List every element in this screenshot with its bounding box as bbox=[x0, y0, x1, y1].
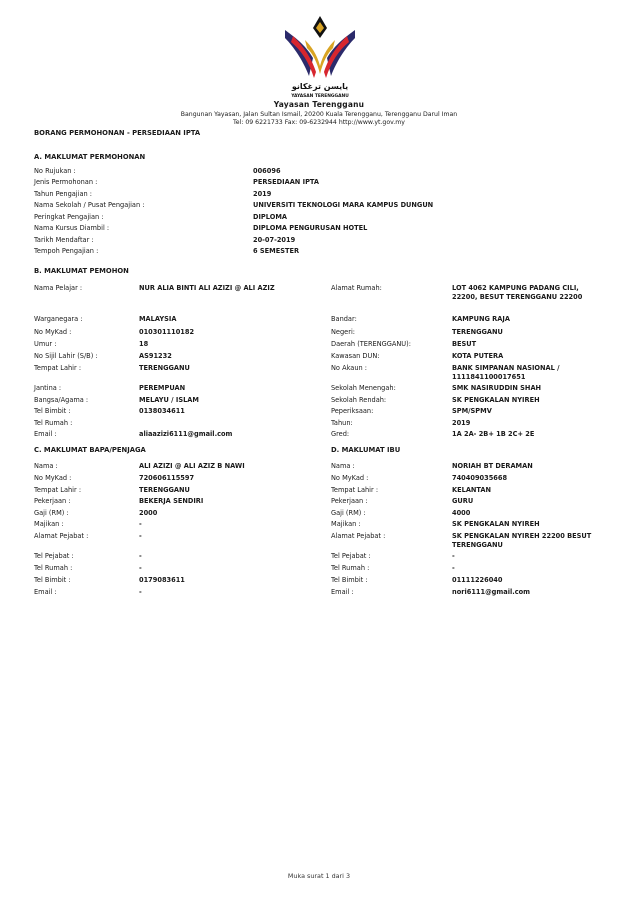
field-value: NUR ALIA BINTI ALI AZIZI @ ALI AZIZ bbox=[139, 284, 275, 292]
field-label: Umur : bbox=[34, 340, 57, 348]
field-label: Email : bbox=[34, 588, 57, 596]
field-label: Tempoh Pengajian : bbox=[34, 247, 99, 255]
field-value: 0179083611 bbox=[139, 576, 185, 584]
field-value: 6 SEMESTER bbox=[253, 247, 300, 255]
field-value: TERENGGANU bbox=[139, 486, 190, 494]
field-label: No MyKad : bbox=[331, 474, 369, 482]
field-value: TERENGGANU bbox=[139, 364, 190, 372]
field-value: AS91232 bbox=[139, 352, 172, 360]
field-value: 18 bbox=[139, 340, 149, 348]
field-label: Majikan : bbox=[331, 520, 361, 528]
field-label: Nama Kursus Diambil : bbox=[34, 224, 110, 232]
field-label: Jenis Permohonan : bbox=[34, 178, 98, 186]
field-label: No MyKad : bbox=[34, 474, 72, 482]
field-label: Kawasan DUN: bbox=[331, 352, 380, 360]
field-label: Tel Rumah : bbox=[34, 564, 73, 572]
field-value: 01111226040 bbox=[452, 576, 503, 584]
field-label: Daerah (TERENGGANU): bbox=[331, 340, 411, 348]
field-label: Peperiksaan: bbox=[331, 407, 374, 415]
field-label: Majikan : bbox=[34, 520, 64, 528]
field-label: Sekolah Rendah: bbox=[331, 396, 387, 404]
field-value: SK PENGKALAN NYIREH bbox=[452, 396, 540, 404]
field-value: - bbox=[139, 532, 142, 540]
page-number: Muka surat 1 dari 3 bbox=[287, 872, 351, 880]
field-value: ALI AZIZI @ ALI AZIZ B NAWI bbox=[139, 462, 245, 470]
field-label: Jantina : bbox=[34, 384, 62, 392]
section-d-title: D. MAKLUMAT IBU bbox=[331, 446, 401, 454]
field-label: Alamat Pejabat : bbox=[331, 532, 386, 540]
field-label: Tempat Lahir : bbox=[34, 486, 82, 494]
field-value: DIPLOMA PENGURUSAN HOTEL bbox=[253, 224, 368, 232]
field-value: 4000 bbox=[452, 509, 471, 517]
field-label: Alamat Pejabat : bbox=[34, 532, 89, 540]
field-label: Peringkat Pengajian : bbox=[34, 212, 104, 221]
field-label: Tahun Pengajian : bbox=[34, 189, 93, 198]
field-value: - bbox=[139, 552, 142, 560]
field-value: SK PENGKALAN NYIREH 22200 BESUT TERENGGANU bbox=[452, 532, 592, 549]
field-value: 1A 2A- 2B+ 1B 2C+ 2E bbox=[452, 430, 535, 438]
field-label: Warganegara : bbox=[34, 315, 83, 323]
field-label: Tahun: bbox=[331, 419, 353, 427]
field-label: Email : bbox=[331, 588, 354, 596]
field-value: KAMPUNG RAJA bbox=[452, 315, 510, 323]
field-value: 720606115597 bbox=[139, 474, 195, 482]
field-label: Pekerjaan : bbox=[34, 497, 71, 505]
field-value: NORIAH BT DERAMAN bbox=[452, 462, 533, 470]
field-value: KOTA PUTERA bbox=[452, 352, 504, 360]
field-label: Tel Bimbit : bbox=[331, 576, 368, 584]
organization-address: Bangunan Yayasan, Jalan Sultan Ismail, 20200 Kuala Terengganu, Terengganu Darul Iman bbox=[180, 111, 458, 118]
field-value: 2000 bbox=[139, 509, 158, 517]
field-value: - bbox=[452, 564, 455, 572]
field-label: Tel Rumah : bbox=[34, 419, 73, 427]
field-label: Gred: bbox=[331, 430, 350, 438]
field-value: BANK SIMPANAN NASIONAL / 1111841100017651 bbox=[452, 364, 560, 381]
field-label: Tel Bimbit : bbox=[34, 576, 71, 584]
form-title: BORANG PERMOHONAN - PERSEDIAAN IPTA bbox=[34, 129, 201, 137]
field-value: KELANTAN bbox=[452, 486, 492, 494]
section-a-title: A. MAKLUMAT PERMOHONAN bbox=[34, 153, 146, 161]
field-label: Sekolah Menengah: bbox=[331, 384, 396, 392]
section-c-title: C. MAKLUMAT BAPA/PENJAGA bbox=[34, 446, 146, 454]
field-label: Pekerjaan : bbox=[331, 497, 368, 505]
field-value: - bbox=[452, 552, 455, 560]
field-label: No Akaun : bbox=[331, 364, 367, 372]
field-value: 20-07-2019 bbox=[253, 235, 296, 244]
field-label: Tel Bimbit : bbox=[34, 407, 71, 415]
field-value: - bbox=[139, 564, 142, 572]
organization-name: Yayasan Terengganu bbox=[273, 100, 365, 109]
field-value: 740409035668 bbox=[452, 474, 508, 482]
field-label: Email : bbox=[34, 430, 57, 438]
field-value: DIPLOMA bbox=[253, 212, 287, 221]
field-label: Tarikh Mendaftar : bbox=[34, 235, 94, 244]
field-label: No Sijil Lahir (S/B) : bbox=[34, 352, 98, 360]
section-b-title: B. MAKLUMAT PEMOHON bbox=[34, 267, 129, 275]
field-value: PERSEDIAAN IPTA bbox=[253, 178, 319, 186]
field-value: BESUT bbox=[452, 340, 477, 348]
field-label: Tempat Lahir : bbox=[331, 486, 379, 494]
field-label: Tempat Lahir : bbox=[34, 364, 82, 372]
field-value: GURU bbox=[452, 497, 474, 505]
field-label: Bandar: bbox=[331, 315, 357, 323]
field-value: 0138034611 bbox=[139, 407, 185, 415]
field-label: Nama Pelajar : bbox=[34, 284, 83, 292]
field-value: MALAYSIA bbox=[139, 315, 177, 323]
field-value: PEREMPUAN bbox=[139, 384, 186, 392]
field-label: Nama : bbox=[331, 462, 355, 470]
svg-text:يايسن ترغكانو: يايسن ترغكانو bbox=[291, 82, 349, 91]
organization-contact: Tel: 09 6221733 Fax: 09-6232944 http://www.yt.gov.my bbox=[233, 119, 405, 126]
field-value: nori6111@gmail.com bbox=[452, 588, 531, 596]
field-value: 2019 bbox=[452, 419, 471, 427]
field-value: aliaazizi6111@gmail.com bbox=[139, 430, 233, 438]
field-value: 2019 bbox=[253, 189, 272, 198]
field-label: Tel Pejabat : bbox=[331, 552, 371, 560]
field-value: 010301110182 bbox=[139, 328, 195, 336]
field-label: No MyKad : bbox=[34, 328, 72, 336]
field-value: TERENGGANU bbox=[452, 328, 503, 336]
field-value: SK PENGKALAN NYIREH bbox=[452, 520, 540, 528]
field-value: SMK NASIRUDDIN SHAH bbox=[452, 384, 542, 392]
field-label: Nama : bbox=[34, 462, 58, 470]
field-value: - bbox=[139, 588, 142, 596]
field-label: Bangsa/Agama : bbox=[34, 396, 89, 404]
field-label: Negeri: bbox=[331, 328, 355, 336]
yayasan-logo bbox=[283, 14, 357, 100]
field-label: Gaji (RM) : bbox=[34, 509, 69, 517]
field-value: MELAYU / ISLAM bbox=[139, 396, 199, 404]
field-value: LOT 4062 KAMPUNG PADANG CILI, 22200, BESUT TERENGGANU 22200 bbox=[452, 284, 583, 301]
field-value: - bbox=[139, 520, 142, 528]
svg-text:YAYASAN TERENGGANU: YAYASAN TERENGGANU bbox=[291, 94, 349, 99]
field-label: Nama Sekolah / Pusat Pengajian : bbox=[34, 201, 145, 209]
field-value: SPM/SPMV bbox=[452, 407, 492, 415]
field-label: Tel Rumah : bbox=[331, 564, 370, 572]
field-label: No Rujukan : bbox=[34, 167, 76, 175]
field-value: 006096 bbox=[253, 167, 281, 175]
field-label: Alamat Rumah: bbox=[331, 284, 382, 292]
field-value: BEKERJA SENDIRI bbox=[139, 497, 204, 505]
field-label: Gaji (RM) : bbox=[331, 509, 366, 517]
field-value: UNIVERSITI TEKNOLOGI MARA KAMPUS DUNGUN bbox=[253, 201, 434, 209]
field-label: Tel Pejabat : bbox=[34, 552, 74, 560]
